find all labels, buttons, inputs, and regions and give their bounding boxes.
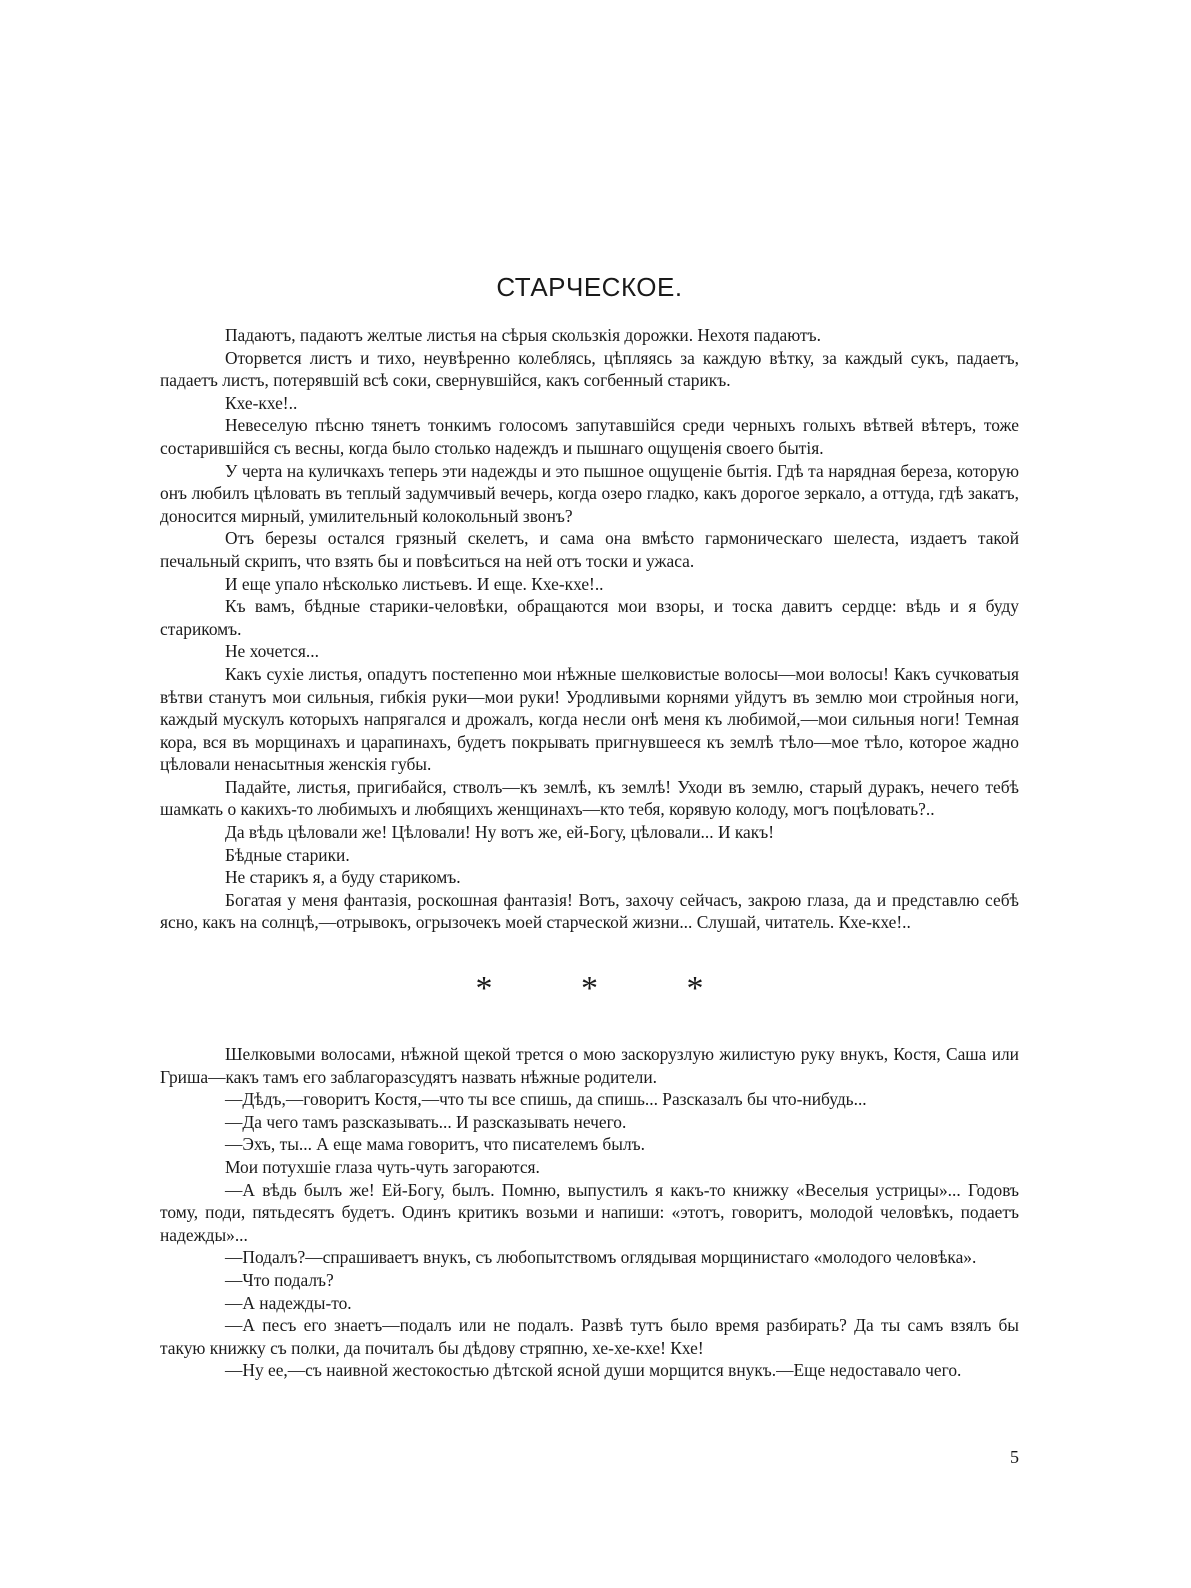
paragraph: —Подалъ?—спрашиваетъ внукъ, съ любопытствомъ оглядывая морщинистаго «молодого человѣка». <box>225 1247 977 1268</box>
book-page <box>160 0 1019 1588</box>
paragraph: Да вѣдь цѣловали же! Цѣловали! Ну вотъ же, ей-Богу, цѣловали... И какъ! <box>225 822 774 843</box>
paragraph: Шелковыми волосами, нѣжной щекой трется о мою заскорузлую жилистую руку внукъ, Костя, Саша или Гриша—какъ тамъ его заблагоразсудятъ назвать нѣжные родители. <box>160 1044 1019 1087</box>
paragraph: Не старикъ я, а буду старикомъ. <box>225 867 461 888</box>
chapter-title: СТАРЧЕСКОЕ. <box>496 272 683 302</box>
paragraph: —Дѣдъ,—говоритъ Костя,—что ты все спишь, да спишь... Разсказалъ бы что-нибудь... <box>225 1089 867 1110</box>
paragraph: —Ну ее,—съ наивной жестокостью дѣтской ясной души морщится внукъ.—Еще недоставало чего. <box>225 1360 962 1381</box>
paragraph: Къ вамъ, бѣдные старики-человѣки, обращаются мои взоры, и тоска давитъ сердце: вѣдь и я буду старикомъ. <box>160 596 1019 639</box>
paragraph: И еще упало нѣсколько листьевъ. И еще. Кхе-кхе!.. <box>225 573 604 594</box>
paragraph: Богатая у меня фантазія, роскошная фантазія! Вотъ, захочу сейчасъ, закрою глаза, да и представлю себѣ ясно, какъ на солнцѣ,—отрывокъ, огрызочекъ моей старческой жизни... Слушай, читатель. Кхе-кхе!.. <box>160 889 1019 933</box>
paragraph: Какъ сухіе листья, опадутъ постепенно мои нѣжные шелковистые волосы—мои волосы! Какъ сучковатыя вѣтви станутъ мои сильныя, гибкія руки—мои руки! Уродливыми корнями уйдутъ въ землю мои стройныя ноги, каждый мускулъ которыхъ напрягался и дрожалъ, когда несли онѣ меня къ любимой,—мои сильныя ноги! Темная кора, вся въ морщинахъ и царапинахъ, будетъ покрывать пригнувшееся къ землѣ тѣло—мое тѣло, которое жадно цѣловали ненасытныя женскія губы. <box>160 663 1019 775</box>
paragraph: У черта на куличкахъ теперь эти надежды и это пышное ощущеніе бытія. Гдѣ та нарядная береза, которую онъ любилъ цѣловать въ теплый задумчивый вечерь, когда озеро гладко, какъ дорогое зеркало, а оттуда, гдѣ закатъ, доносится мирный, умилительный колокольный звонъ? <box>160 460 1019 526</box>
text-section-2 <box>160 1043 1019 1382</box>
paragraph: —Что подалъ? <box>225 1269 334 1290</box>
paragraph: Падаютъ, падаютъ желтые листья на сѣрыя скользкія дорожки. Нехотя падаютъ. <box>225 325 821 345</box>
paragraph: —А вѣдь былъ же! Ей-Богу, былъ. Помню, выпустилъ я какъ-то книжку «Веселыя устрицы»... Годовъ тому, поди, пятьдесятъ будетъ. Одинъ критикъ возьми и напиши: «этотъ, говоритъ, молодой человѣкъ, подаетъ надежды»... <box>160 1179 1019 1245</box>
paragraph: Не хочется... <box>225 641 319 662</box>
paragraph: —А надежды-то. <box>225 1292 352 1313</box>
paragraph: Невеселую пѣсню тянетъ тонкимъ голосомъ запутавшійся среди черныхъ голыхъ вѣтвей вѣтеръ, тоже состарившійся съ весны, когда было столько надеждъ и пышнаго ощущенія своего бытія. <box>160 415 1019 458</box>
page-number: 5 <box>1010 1447 1019 1467</box>
paragraph: Падайте, листья, пригибайся, стволъ—къ землѣ, къ землѣ! Уходи въ землю, старый дуракъ, нечего тебѣ шамкать о какихъ-то любимыхъ и любящихъ женщинахъ—кто тебя, корявую колоду, могъ поцѣловать?.. <box>160 776 1019 820</box>
paragraph: Мои потухшіе глаза чуть-чуть загораются. <box>225 1156 540 1177</box>
paragraph: —Эхъ, ты... А еще мама говоритъ, что писателемъ былъ. <box>225 1134 645 1155</box>
paragraph: Бѣдные старики. <box>225 844 350 865</box>
paragraph: —Да чего тамъ разсказывать... И разсказывать нечего. <box>225 1111 627 1132</box>
paragraph: Кхе-кхе!.. <box>225 392 298 413</box>
text-section-1 <box>160 324 1019 934</box>
paragraph: Отъ березы остался грязный скелетъ, и сама она вмѣсто гармоническаго шелеста, издаетъ такой печальный скрипъ, что взять бы и повѣситься на ней отъ тоски и ужаса. <box>160 528 1019 571</box>
section-separator: * * * <box>475 970 744 1007</box>
paragraph: —А песъ его знаетъ—подалъ или не подалъ. Развѣ тутъ было время разбирать? Да ты самъ взялъ бы такую книжку съ полки, да почиталъ бы дѣдову стряпню, хе-хе-кхе! Кхе! <box>160 1315 1019 1358</box>
paragraph: Оторвется листъ и тихо, неувѣренно колеблясь, цѣпляясь за каждую вѣтку, за каждый сукъ, падаетъ, падаетъ листъ, потерявшій всѣ соки, свернувшійся, какъ согбенный старикъ. <box>160 347 1019 391</box>
